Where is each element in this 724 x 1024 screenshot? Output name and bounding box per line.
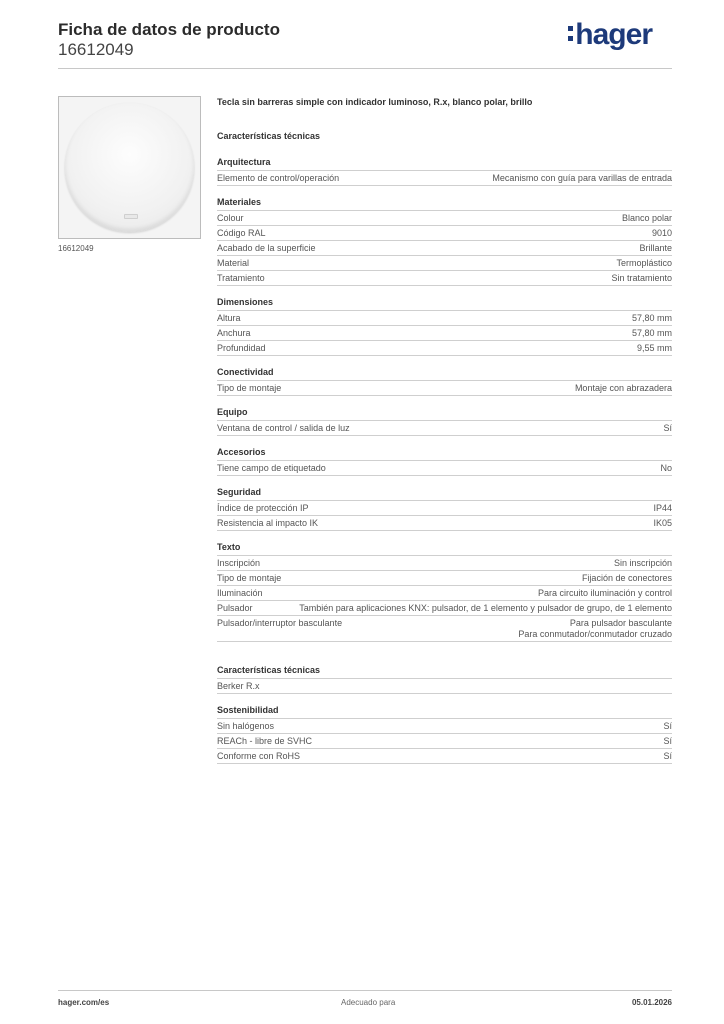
spec-row (217, 420, 672, 436)
spec-label: Código RAL (217, 228, 266, 238)
spec-value: 57,80 mm (631, 328, 672, 338)
spec-value: Brillante (639, 243, 672, 253)
spec-label: Profundidad (217, 343, 266, 353)
spec-groups (217, 156, 672, 642)
spec-label: Anchura (217, 328, 251, 338)
spec-value: Sin tratamiento (611, 273, 672, 283)
spec-group (217, 406, 672, 436)
spec-label: Elemento de control/operación (217, 173, 340, 183)
image-caption: 16612049 (58, 244, 94, 253)
spec-row (217, 325, 672, 340)
spec-group-title: Conectividad (217, 367, 274, 377)
document-title: Ficha de datos de producto (58, 20, 280, 39)
spec-row (217, 255, 672, 270)
spec-row (217, 555, 672, 570)
footer-divider (58, 990, 672, 991)
spec-label: Índice de protección IP (217, 503, 309, 513)
spec-group-title: Accesorios (217, 447, 266, 457)
spec-row (217, 570, 672, 585)
spec-row (217, 515, 672, 531)
logo-text: hager (575, 18, 652, 51)
spec-label: Conforme con RoHS (217, 751, 301, 761)
spec-label: Inscripción (217, 558, 261, 568)
spec-label: Tipo de montaje (217, 573, 282, 583)
spec-label: Pulsador (217, 603, 253, 613)
spec-label: Pulsador/interruptor basculante (217, 618, 343, 628)
product-title: Tecla sin barreras simple con indicador luminoso, R.x, blanco polar, brillo (217, 97, 533, 107)
spec-group (217, 196, 672, 286)
spec-label: Material (217, 258, 250, 268)
spec-row (217, 600, 672, 615)
spec-group (217, 156, 672, 186)
spec-label: Iluminación (217, 588, 263, 598)
spec-label: Resistencia al impacto IK (217, 518, 319, 528)
indicator-light-image (124, 214, 138, 219)
spec-label: Altura (217, 313, 241, 323)
spec-value: También para aplicaciones KNX: pulsador, de 1 elemento y pulsador de grupo, de 1 elemento (299, 603, 672, 613)
spec-value: IP44 (653, 503, 672, 513)
spec-label: Colour (217, 213, 244, 223)
spec-value: 9,55 mm (636, 343, 672, 353)
spec-row (217, 270, 672, 286)
product-image (58, 96, 201, 239)
spec-group (217, 366, 672, 396)
tech-heading: Características técnicas (217, 131, 321, 141)
spec-value: 9010 (651, 228, 672, 238)
spec-group (217, 541, 672, 642)
footer-suitable: Adecuado para (341, 998, 396, 1007)
spec-value: Termoplástico (616, 258, 672, 268)
spec-value: 57,80 mm (631, 313, 672, 323)
spec-value: No (660, 463, 672, 473)
footer-date: 05.01.2026 (631, 998, 672, 1007)
spec-label: Berker R.x (217, 681, 260, 691)
spec-group (217, 296, 672, 356)
spec-content (217, 96, 672, 774)
spec-group (217, 664, 672, 694)
spec-group-title: Dimensiones (217, 297, 274, 307)
spec-value: Fijación de conectores (581, 573, 672, 583)
spec-label: Tiene campo de etiquetado (217, 463, 326, 473)
spec-group-title: Arquitectura (217, 157, 271, 167)
spec-group-title: Características técnicas (217, 665, 321, 675)
spec-value: IK05 (653, 518, 672, 528)
spec-group-title: Sostenibilidad (217, 705, 279, 715)
spec-group (217, 446, 672, 476)
spec-value: Para pulsador basculante Para conmutador/conmutador cruzado (518, 618, 672, 639)
spec-row (217, 678, 672, 694)
spec-label: Sin halógenos (217, 721, 275, 731)
spec-group-title: Texto (217, 542, 241, 552)
header-divider (58, 68, 672, 69)
spec-group-title: Seguridad (217, 487, 262, 497)
hager-logo (568, 18, 652, 52)
spec-row (217, 340, 672, 356)
spec-value: Mecanismo con guía para varillas de entrada (492, 173, 672, 183)
spec-value: Para circuito iluminación y control (537, 588, 672, 598)
spec-label: Acabado de la superficie (217, 243, 316, 253)
spec-group-title: Materiales (217, 197, 262, 207)
document-header (58, 20, 672, 70)
spec-row (217, 310, 672, 325)
spec-row (217, 225, 672, 240)
spec-value: Sin inscripción (613, 558, 672, 568)
spec-row (217, 585, 672, 600)
spec-row (217, 460, 672, 476)
spec-value: Sí (663, 751, 672, 761)
spec-row (217, 748, 672, 764)
spec-row (217, 380, 672, 396)
spec-group-title: Equipo (217, 407, 248, 417)
spec-value: Sí (663, 423, 672, 433)
spec-value: Sí (663, 736, 672, 746)
spec-label: Tipo de montaje (217, 383, 282, 393)
spec-row (217, 733, 672, 748)
spec-groups-secondary (217, 664, 672, 764)
spec-value: Blanco polar (621, 213, 672, 223)
spec-value: Montaje con abrazadera (574, 383, 672, 393)
spec-label: REACh - libre de SVHC (217, 736, 313, 746)
spec-group (217, 486, 672, 531)
spec-row (217, 240, 672, 255)
spec-row (217, 718, 672, 733)
footer-website: hager.com/es (58, 998, 110, 1007)
spec-row (217, 500, 672, 515)
spec-row (217, 615, 672, 642)
spec-value: Sí (663, 721, 672, 731)
spec-row (217, 170, 672, 186)
spec-row (217, 210, 672, 225)
spec-label: Tratamiento (217, 273, 265, 283)
spec-label: Ventana de control / salida de luz (217, 423, 350, 433)
spec-group (217, 704, 672, 764)
product-code: 16612049 (58, 40, 134, 59)
switch-rocker-image (65, 103, 194, 232)
logo-dots-icon (568, 23, 573, 43)
